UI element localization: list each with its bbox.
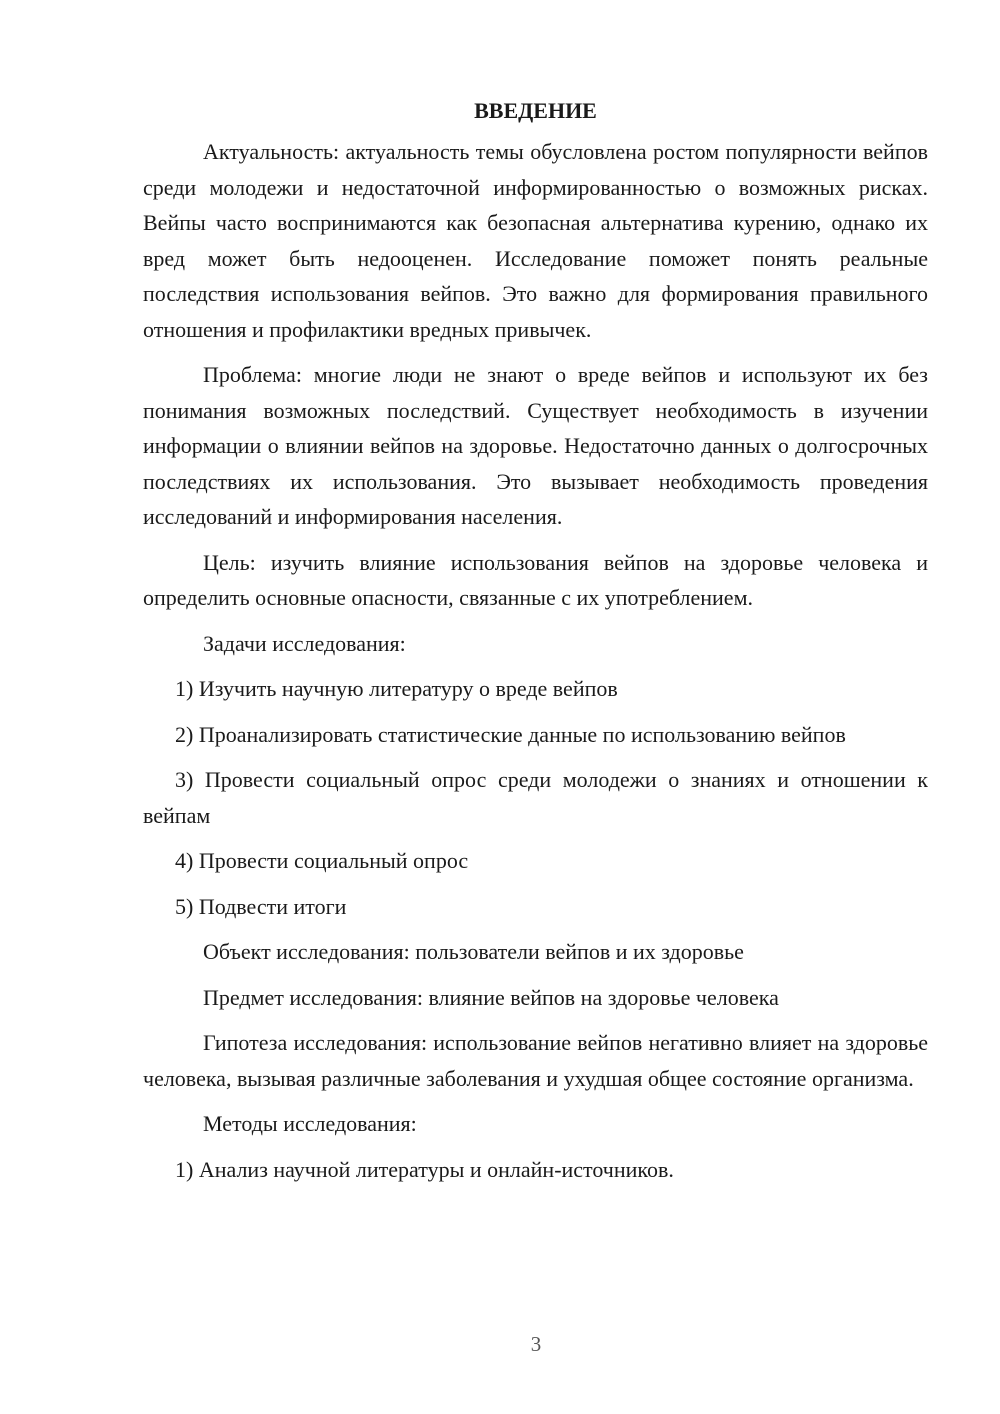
goal-paragraph: Цель: изучить влияние использования вейпов на здоровье человека и определить основные опасности, связанные с их употреблением. bbox=[143, 549, 928, 610]
methods-heading: Методы исследования: bbox=[203, 1111, 417, 1136]
document-body bbox=[143, 96, 928, 1197]
subject-paragraph: Предмет исследования: влияние вейпов на здоровье человека bbox=[203, 984, 779, 1010]
method-item: 1) Анализ научной литературы и онлайн-источников. bbox=[175, 1156, 674, 1182]
task-item: 1) Изучить научную литературу о вреде вейпов bbox=[175, 676, 618, 701]
tasks-heading: Задачи исследования: bbox=[203, 630, 406, 656]
problem-paragraph: Проблема: многие люди не знают о вреде вейпов и используют их без понимания возможных последствий. Существует необходимость в изучении информации о влиянии вейпов на здоровье. Недостаточно данных о долгосрочных последствиях их использования. Это вызывает необходимость проведения исследований и информирования населения. bbox=[143, 362, 928, 529]
task-item: 3) Провести социальный опрос среди молодежи о знаниях и отношении к вейпам bbox=[143, 767, 928, 828]
page-number: 3 bbox=[530, 1332, 542, 1356]
task-item: 4) Провести социальный опрос bbox=[175, 848, 469, 873]
task-item: 5) Подвести итоги bbox=[175, 893, 347, 919]
section-title: ВВЕДЕНИЕ bbox=[474, 98, 597, 123]
object-paragraph: Объект исследования: пользователи вейпов и их здоровье bbox=[203, 939, 744, 964]
relevance-paragraph: Актуальность: актуальность темы обусловлена ростом популярности вейпов среди молодежи и недостаточной информированностью о возможных рисках. Вейпы часто воспринимаются как безопасная альтернатива курению, однако их вред может быть недооценен. Исследование поможет понять реальные последствия использования вейпов. Это важно для формирования правильного отношения и профилактики вредных привычек. bbox=[143, 139, 928, 342]
hypothesis-paragraph: Гипотеза исследования: использование вейпов негативно влияет на здоровье человека, вызывая различные заболевания и ухудшая общее состояние организма. bbox=[143, 1030, 928, 1091]
task-item: 2) Проанализировать статистические данные по использованию вейпов bbox=[175, 721, 846, 747]
